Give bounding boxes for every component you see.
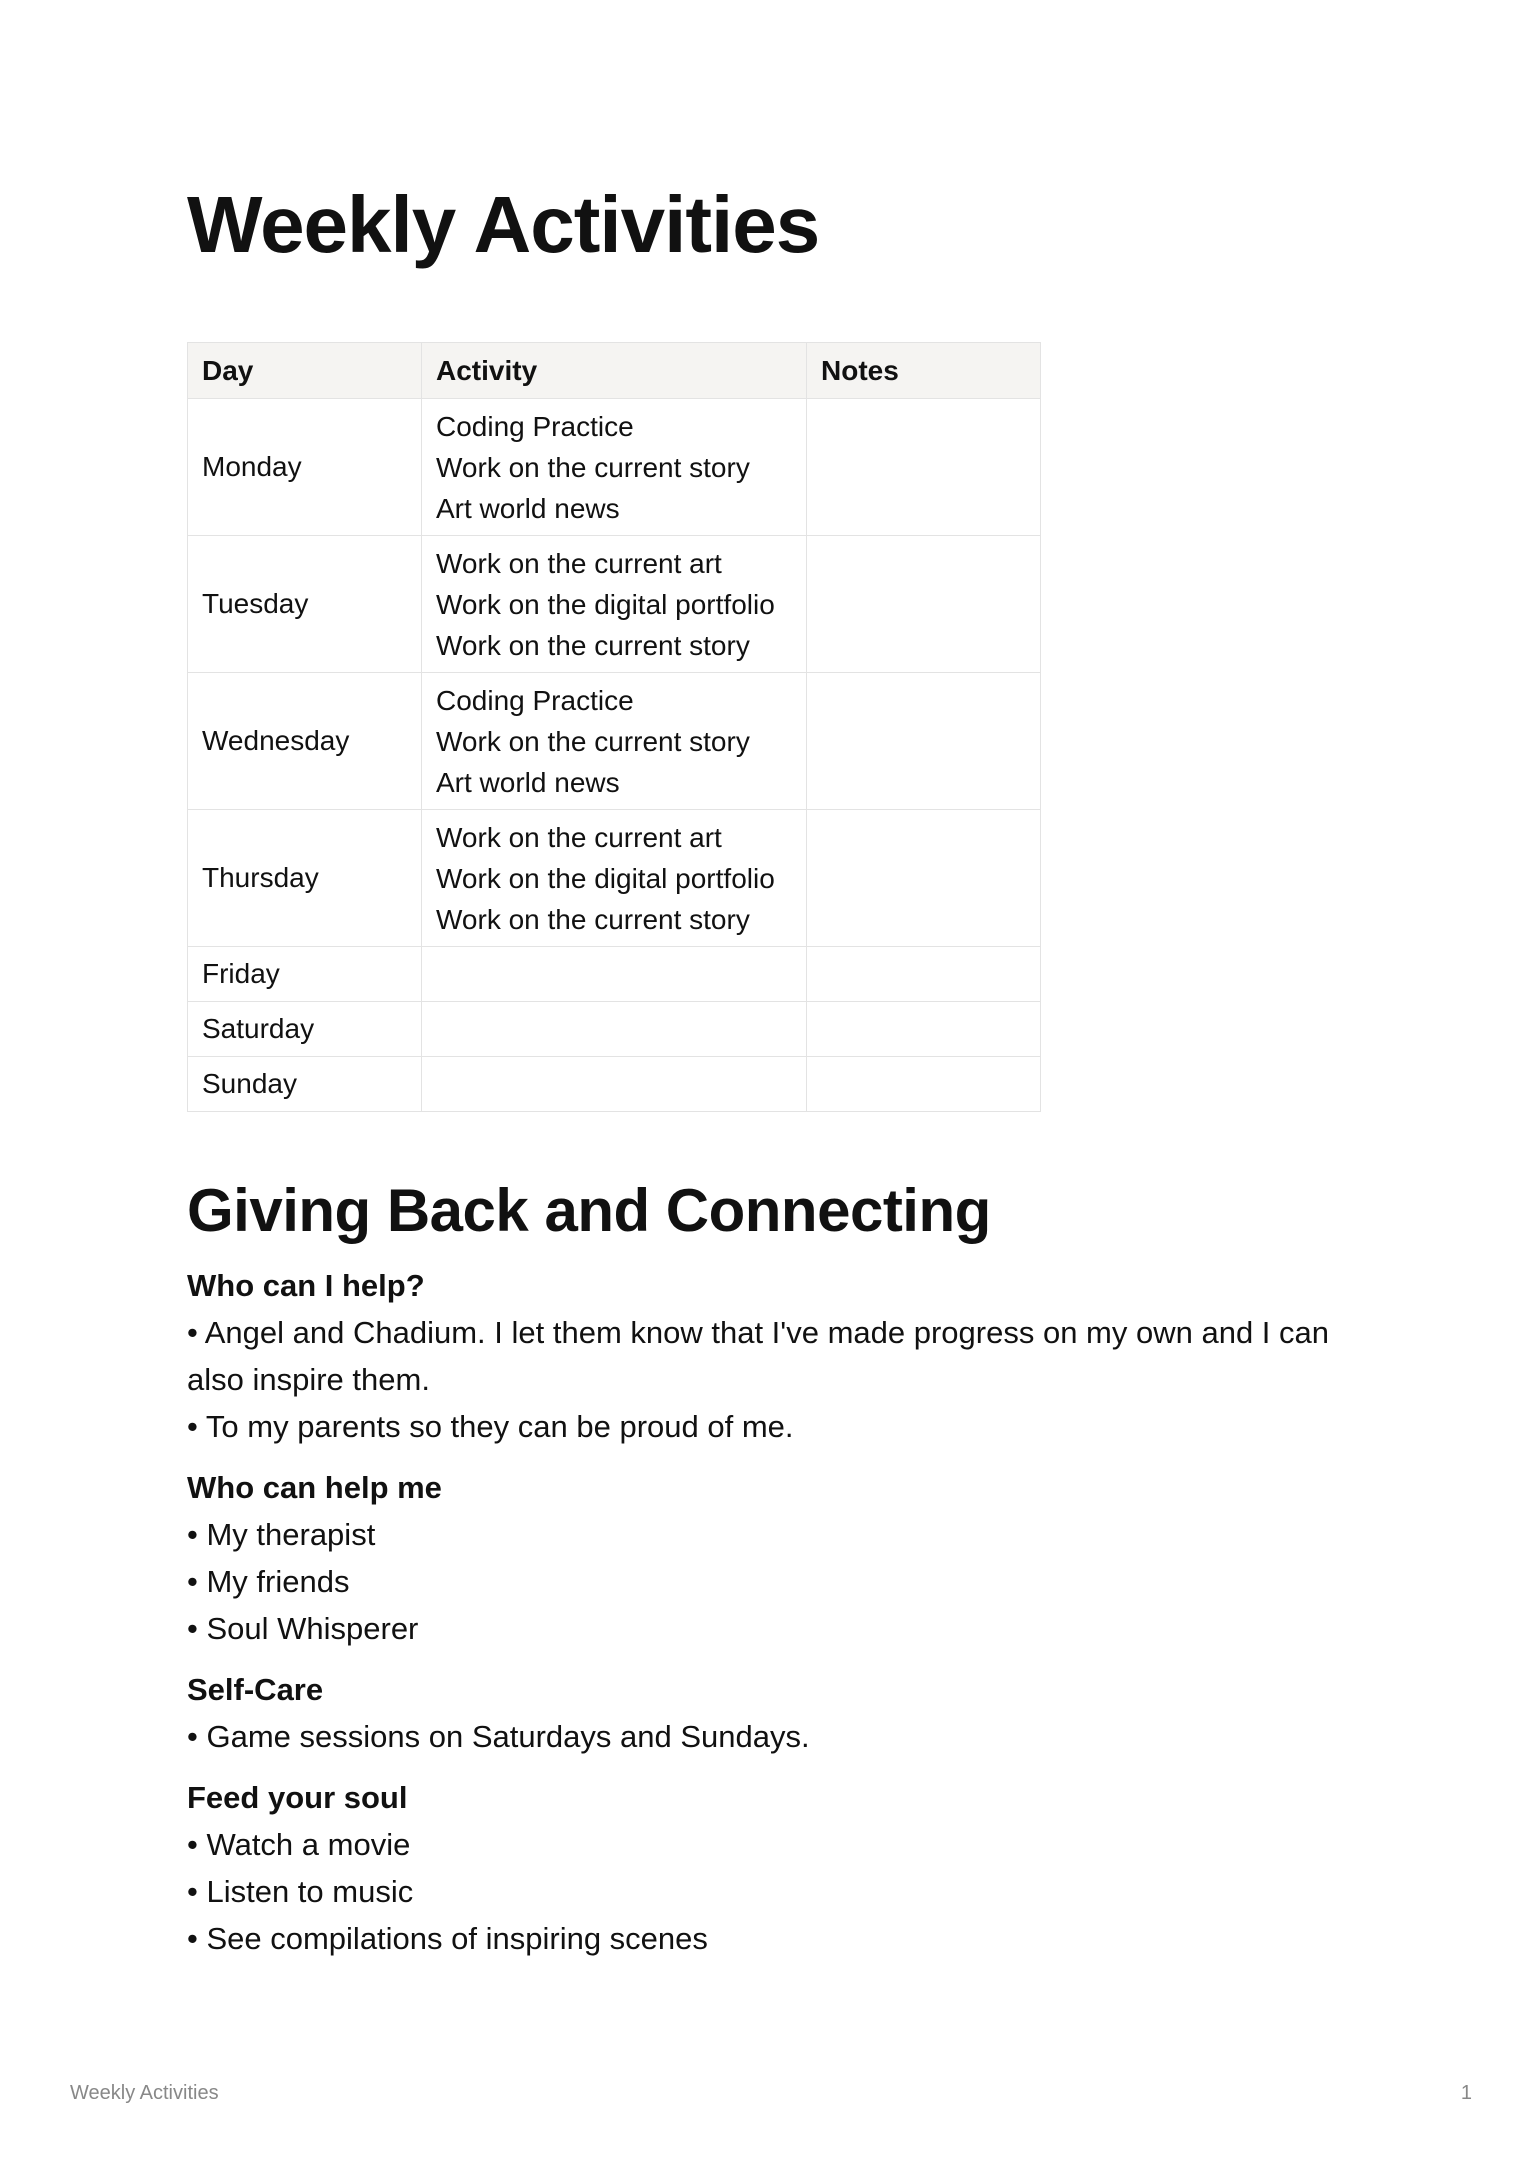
activity-item: Art world news (436, 766, 620, 798)
activity-item: Work on the current story (436, 629, 750, 661)
activity-cell (422, 810, 807, 947)
notes-cell (807, 1002, 1041, 1057)
day-cell: Sunday (188, 1057, 422, 1112)
table-row (188, 399, 1041, 536)
table-row (188, 947, 1041, 1002)
list-item: • See compilations of inspiring scenes (187, 1921, 708, 1956)
column-header-day: Day (188, 343, 422, 399)
activity-cell (422, 1002, 807, 1057)
section-who-can-i-help (187, 1262, 1367, 1450)
table-row (188, 810, 1041, 947)
notes-cell (807, 536, 1041, 673)
notes-cell (807, 947, 1041, 1002)
list-item: • Angel and Chadium. I let them know that I've made progress on my own and I can also inspire them. (187, 1315, 1330, 1397)
giving-back-content (187, 1262, 1367, 1976)
footer-document-title: Weekly Activities (70, 2082, 219, 2104)
page-title: Weekly Activities (187, 180, 820, 269)
activity-cell (422, 1057, 807, 1112)
day-cell: Monday (188, 399, 422, 536)
activity-cell (422, 536, 807, 673)
list-item: • My friends (187, 1564, 350, 1599)
table-row (188, 673, 1041, 810)
list-item: • Watch a movie (187, 1827, 411, 1862)
activity-item: Work on the digital portfolio (436, 862, 775, 894)
section-feed-your-soul (187, 1774, 1367, 1962)
notes-cell (807, 673, 1041, 810)
activity-item: Coding Practice (436, 410, 634, 442)
activity-item: Work on the current story (436, 451, 750, 483)
weekly-schedule-table (187, 342, 1041, 1112)
day-cell: Thursday (188, 810, 422, 947)
activity-item: Art world news (436, 492, 620, 524)
activity-item: Work on the current story (436, 725, 750, 757)
subheading: Who can I help? (187, 1268, 425, 1303)
subheading: Who can help me (187, 1470, 442, 1505)
section-self-care (187, 1666, 1367, 1760)
activity-item: Work on the current art (436, 821, 722, 853)
activity-cell (422, 399, 807, 536)
notes-cell (807, 810, 1041, 947)
activity-cell (422, 947, 807, 1002)
table-row (188, 1057, 1041, 1112)
list-item: • Game sessions on Saturdays and Sundays. (187, 1719, 810, 1754)
subheading: Feed your soul (187, 1780, 408, 1815)
activity-item: Coding Practice (436, 684, 634, 716)
day-cell: Friday (188, 947, 422, 1002)
section-who-can-help-me (187, 1464, 1367, 1652)
subheading: Self-Care (187, 1672, 324, 1707)
footer-page-number: 1 (1460, 2082, 1472, 2104)
list-item: • My therapist (187, 1517, 376, 1552)
activity-cell (422, 673, 807, 810)
table-header-row (188, 343, 1041, 399)
activity-item: Work on the current art (436, 547, 722, 579)
day-cell: Wednesday (188, 673, 422, 810)
table-row (188, 536, 1041, 673)
day-cell: Tuesday (188, 536, 422, 673)
column-header-activity: Activity (422, 343, 807, 399)
list-item: • To my parents so they can be proud of me. (187, 1409, 794, 1444)
table-row (188, 1002, 1041, 1057)
activity-item: Work on the current story (436, 903, 750, 935)
day-cell: Saturday (188, 1002, 422, 1057)
list-item: • Soul Whisperer (187, 1611, 419, 1646)
notes-cell (807, 399, 1041, 536)
notes-cell (807, 1057, 1041, 1112)
activity-item: Work on the digital portfolio (436, 588, 775, 620)
list-item: • Listen to music (187, 1874, 414, 1909)
section-heading-giving-back: Giving Back and Connecting (187, 1177, 991, 1244)
column-header-notes: Notes (807, 343, 1041, 399)
